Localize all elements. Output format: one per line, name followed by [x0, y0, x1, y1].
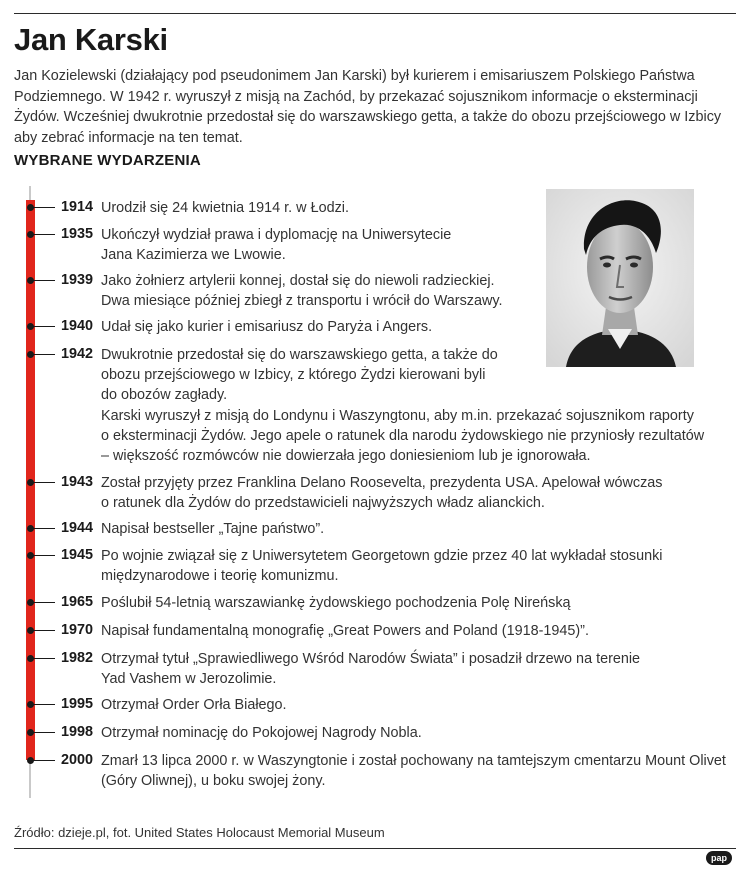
section-title: WYBRANE WYDARZENIA — [14, 152, 201, 169]
event-description-line: obozu przejściowego w Izbicy, z którego Żydzi kierowani byli — [101, 367, 486, 383]
event-year: 1914 — [61, 199, 94, 215]
event-description-line: Karski wyruszył z misją do Londynu i Waszyngtonu, aby m.in. przekazać sojusznikom raporty — [101, 408, 694, 424]
event-description-line: Poślubił 54-letnią warszawiankę żydowskiego pochodzenia Polę Nireńską — [101, 595, 571, 611]
event-description — [101, 621, 589, 641]
event-description — [101, 751, 726, 791]
event-description-line: Został przyjęty przez Franklina Delano Roosevelta, prezydenta USA. Apelował wówczas — [101, 475, 663, 491]
bottom-rule — [14, 848, 736, 849]
source-caption: Źródło: dzieje.pl, fot. United States Holocaust Memorial Museum — [14, 825, 385, 840]
event-description — [101, 473, 663, 513]
event-description — [101, 546, 663, 586]
event-description-line: Otrzymał tytuł „Sprawiedliwego Wśród Narodów Świata” i posadził drzewo na terenie — [101, 651, 641, 667]
event-year: 1944 — [61, 520, 94, 536]
event-description-line: Udał się jako kurier i emisariusz do Paryża i Angers. — [101, 319, 433, 335]
event-year: 2000 — [61, 752, 94, 768]
event-description-line: Po wojnie związał się z Uniwersytetem Georgetown gdzie przez 40 lat wykładał stosunki — [101, 548, 663, 564]
event-description-line: Yad Vashem w Jerozolimie. — [101, 671, 277, 687]
timeline-tick — [31, 326, 55, 327]
event-year: 1970 — [61, 622, 94, 638]
portrait-photo — [546, 189, 694, 367]
event-description-line: Dwukrotnie przedostał się do warszawskiego getta, a także do — [101, 347, 498, 363]
event-description-line: Urodził się 24 kwietnia 1914 r. w Łodzi. — [101, 200, 349, 216]
event-description-line: Jana Kazimierza we Lwowie. — [101, 247, 286, 263]
event-description — [101, 649, 640, 689]
event-description-line: Napisał fundamentalną monografię „Great Powers and Poland (1918-1945)”. — [101, 623, 589, 639]
event-description-line: Jako żołnierz artylerii konnej, dostał się do niewoli radzieckiej. — [101, 273, 495, 289]
timeline-tick — [31, 280, 55, 281]
timeline-tick — [31, 760, 55, 761]
event-description-line: – większość rozmówców nie dowierzała jego doniesieniom lub je ignorowała. — [101, 448, 591, 464]
event-description — [101, 317, 432, 337]
timeline-tick — [31, 630, 55, 631]
event-year: 1942 — [61, 346, 94, 362]
event-year: 1998 — [61, 724, 94, 740]
event-year: 1943 — [61, 474, 94, 490]
event-description-line: Otrzymał nominację do Pokojowej Nagrody Nobla. — [101, 725, 422, 741]
event-description-line: międzynarodowe i teorię komunizmu. — [101, 568, 339, 584]
event-description-line: (Góry Oliwnej), u boku swojej żony. — [101, 773, 326, 789]
page-title: Jan Karski — [14, 22, 168, 57]
event-description-line: Ukończył wydział prawa i dyplomację na Uniwersytecie — [101, 227, 452, 243]
event-description-line: Otrzymał Order Orła Białego. — [101, 697, 287, 713]
event-description — [101, 225, 451, 265]
portrait-image — [546, 189, 694, 367]
intro-paragraph: Jan Kozielewski (działający pod pseudonimem Jan Karski) był kurierem i emisariuszem Polskiego Państwa Podziemnego. W 1942 r. wyruszył z misją na Zachód, by przekazać sojusznikom informacje o eksterminacji Żydów. Wcześniej dwukrotnie przedostał się do warszawskiego getta, a także do obozu przejściowego w Izbicy aby zebrać informacje na ten temat. — [14, 68, 722, 146]
event-description — [101, 593, 571, 613]
event-description — [101, 695, 287, 715]
event-year: 1965 — [61, 594, 94, 610]
event-extra-description — [101, 406, 704, 466]
event-year: 1940 — [61, 318, 94, 334]
event-year: 1995 — [61, 696, 94, 712]
event-description-line: o eksterminacji Żydów. Jego apele o ratunek dla narodu żydowskiego nie przyniosły rezultatów — [101, 428, 705, 444]
event-description — [101, 519, 324, 539]
timeline-tick — [31, 207, 55, 208]
event-year: 1945 — [61, 547, 94, 563]
event-year: 1982 — [61, 650, 94, 666]
event-description-line: Zmarł 13 lipca 2000 r. w Waszyngtonie i został pochowany na tamtejszym cmentarzu Mount Olivet — [101, 753, 726, 769]
event-description — [101, 198, 349, 218]
event-year: 1935 — [61, 226, 94, 242]
top-rule — [14, 13, 736, 14]
timeline-tick — [31, 354, 55, 355]
event-description-line: o ratunek dla Żydów do przedstawicieli najwyższych władz alianckich. — [101, 495, 545, 511]
event-year: 1939 — [61, 272, 94, 288]
event-description — [101, 345, 498, 405]
event-description-line: Dwa miesiące później zbiegł z transportu i wrócił do Warszawy. — [101, 293, 503, 309]
timeline-tick — [31, 528, 55, 529]
timeline-tick — [31, 555, 55, 556]
event-description-line: Napisał bestseller „Tajne państwo”. — [101, 521, 325, 537]
event-description — [101, 723, 422, 743]
event-description-line: do obozów zagłady. — [101, 387, 228, 403]
timeline-tick — [31, 482, 55, 483]
pap-logo: pap — [706, 851, 732, 865]
timeline-tick — [31, 732, 55, 733]
timeline-tick — [31, 602, 55, 603]
timeline-tick — [31, 234, 55, 235]
timeline-tick — [31, 704, 55, 705]
timeline-tick — [31, 658, 55, 659]
event-description — [101, 271, 502, 311]
